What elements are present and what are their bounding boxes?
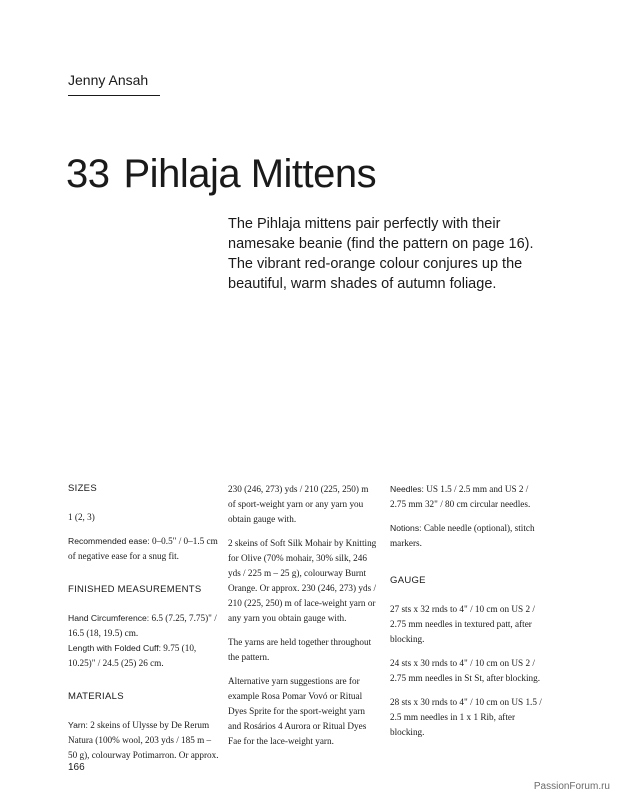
page-number: 166 — [68, 762, 85, 773]
watermark: PassionForum.ru — [533, 781, 610, 792]
notions-label: Notions: — [390, 523, 422, 533]
column-2 — [228, 482, 378, 758]
alternative-yarn-paragraph: Alternative yarn suggestions are for example Rosa Pomar Vovó or Ritual Dyes Sprite for the sport-weight yarn and Rosários 4 Aurora or Ritual Dyes Fae for the lace-weight yarn. — [228, 676, 367, 746]
pattern-name: Pihlaja Mittens — [123, 152, 377, 196]
pattern-title — [66, 152, 376, 197]
notions-paragraph — [390, 521, 542, 551]
author-underline — [68, 95, 160, 96]
yarn-text: 2 skeins of Ulysse by De Rerum Natura (100% wool, 203 yds / 185 m – 50 g), colourway Potimarron. Or approx. — [68, 720, 219, 760]
yarn-paragraph — [68, 718, 220, 763]
author-name: Jenny Ansah — [68, 72, 149, 88]
gauge-rib: 28 sts x 30 rnds to 4" / 10 cm on US 1.5 / 2.5 mm needles in 1 x 1 Rib, after blocking. — [390, 697, 542, 737]
cuff-text: 9.75 (10, 10.25)" / 24.5 (25) 26 cm. — [68, 643, 197, 668]
hand-paragraph — [68, 611, 220, 671]
materials-heading: MATERIALS — [68, 691, 124, 702]
gauge-heading: GAUGE — [390, 575, 426, 586]
needles-text: US 1.5 / 2.5 mm and US 2 / 2.75 mm 32" / 80 cm circular needles. — [390, 484, 531, 509]
needles-label: Needles: — [390, 484, 424, 494]
notions-text: Cable needle (optional), stitch markers. — [390, 523, 535, 548]
column-3 — [390, 482, 542, 749]
ease-label: Recommended ease: — [68, 536, 150, 546]
sizes-heading: SIZES — [68, 483, 97, 494]
hand-text: 6.5 (7.25, 7.75)" / 16.5 (18, 19.5) cm. — [68, 613, 217, 638]
pattern-number: 33 — [66, 152, 110, 196]
intro-paragraph: The Pihlaja mittens pair perfectly with their namesake beanie (find the pattern on page 16). The vibrant red-orange colour conjures up the beautiful, warm shades of autumn foliage. — [228, 216, 534, 292]
yarn-label: Yarn: — [68, 720, 88, 730]
gauge-textured: 27 sts x 32 rnds to 4" / 10 cm on US 2 / 2.75 mm needles in textured patt, after blocking. — [390, 604, 535, 644]
finished-heading: FINISHED MEASUREMENTS — [68, 584, 202, 595]
ease-text: 0–0.5" / 0–1.5 cm of negative ease for a snug fit. — [68, 536, 218, 561]
mohair-paragraph: 2 skeins of Soft Silk Mohair by Knitting for Olive (70% mohair, 30% silk, 246 yds / 225 m – 25 g), colourway Burnt Orange. Or approx. 230 (246, 273) yds / 210 (225, 250) m of lace-weight yarn or any yarn you obtain gauge with. — [228, 538, 377, 623]
needles-paragraph — [390, 482, 542, 512]
held-together-paragraph: The yarns are held together throughout the pattern. — [228, 637, 372, 662]
gauge-stockinette: 24 sts x 30 rnds to 4" / 10 cm on US 2 / 2.75 mm needles in St St, after blocking. — [390, 658, 541, 683]
hand-label: Hand Circumference: — [68, 613, 150, 623]
column-1 — [68, 481, 220, 772]
yarn-continued: 230 (246, 273) yds / 210 (225, 250) m of sport-weight yarn or any yarn you obtain gauge with. — [228, 484, 369, 524]
ease-paragraph — [68, 534, 220, 564]
cuff-label: Length with Folded Cuff: — [68, 643, 161, 653]
sizes-list: 1 (2, 3) — [68, 512, 95, 522]
